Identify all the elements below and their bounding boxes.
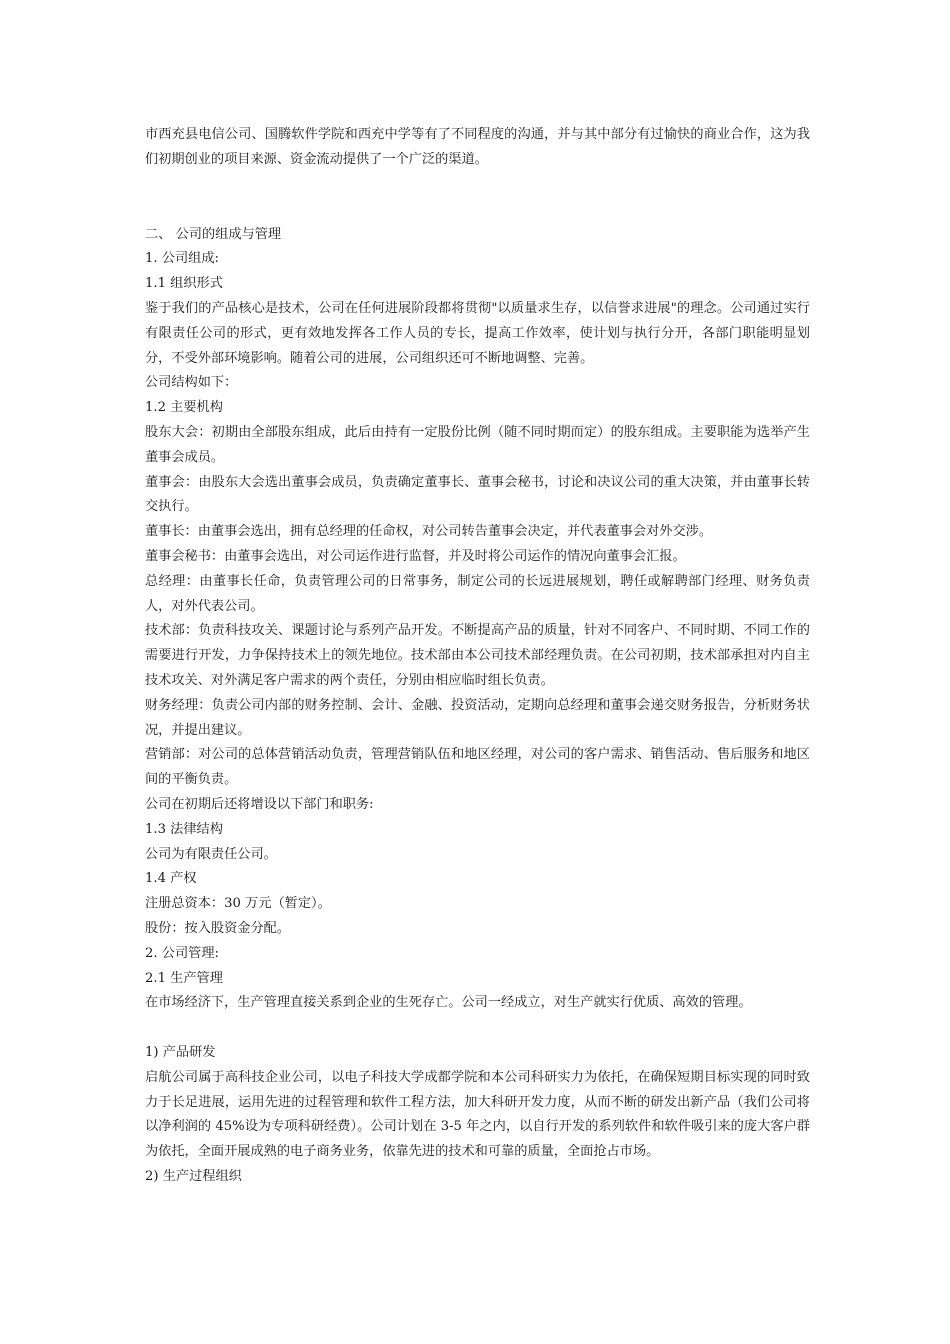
heading-1-3: 1.3 法律结构 xyxy=(145,821,223,837)
future-depts-paragraph: 公司在初期后还将增设以下部门和职务: xyxy=(145,796,374,812)
intro-paragraph: 市西充县电信公司、国腾软件学院和西充中学等有了不同程度的沟通，并与其中部分有过愉快的商业合作，这为我们初期创业的项目来源、资金流动提供了一个广泛的渠道。 xyxy=(145,127,810,167)
structure-intro: 公司结构如下： xyxy=(145,375,238,391)
shareholders-meeting-paragraph: 股东大会：初期由全部股东组成，此后由持有一定股份比例（随不同时期而定）的股东组成。主要职能为选举产生董事会成员。 xyxy=(145,424,810,465)
section-heading-2: 二、 公司的组成与管理 xyxy=(145,226,282,242)
heading-1-4: 1.4 产权 xyxy=(145,871,197,887)
shares-paragraph: 股份：按入股资金分配。 xyxy=(145,920,291,936)
finance-manager-paragraph: 财务经理：负责公司内部的财务控制、会计、金融、投资活动，定期向总经理和董事会递交财务报告，分析财务状况，并提出建议。 xyxy=(145,697,810,738)
registered-capital-paragraph: 注册总资本：30 万元（暂定）。 xyxy=(145,896,331,912)
heading-1-1: 1.1 组织形式 xyxy=(145,276,223,292)
marketing-dept-paragraph: 营销部：对公司的总体营销活动负责，管理营销队伍和地区经理，对公司的客户需求、销售活动、售后服务和地区间的平衡负责。 xyxy=(145,747,810,788)
document-page xyxy=(145,123,810,1190)
paragraph-spacer xyxy=(145,1016,810,1041)
board-paragraph: 董事会：由股东大会选出董事会成员，负责确定董事长、董事会秘书，讨论和决议公司的重大决策，并由董事长转交执行。 xyxy=(145,474,810,515)
org-form-paragraph: 鉴于我们的产品核心是技术，公司在任何进展阶段都将贯彻"以质量求生存，以信誉求进展"的理念。公司通过实行有限责任公司的形式，更有效地发挥各工作人员的专长，提高工作效率，使计划与执行分开，各部门职能明显划分，不受外部环境影响。随着公司的进展，公司组织还可不断地调整、完善。 xyxy=(145,300,810,366)
chairman-paragraph: 董事长：由董事会选出，拥有总经理的任命权，对公司转告董事会决定，并代表董事会对外交涉。 xyxy=(145,524,713,540)
heading-2: 2. 公司管理: xyxy=(145,945,219,961)
tech-dept-paragraph: 技术部：负责科技攻关、课题讨论与系列产品开发。不断提高产品的质量，针对不同客户、不同时期、不同工作的需要进行开发，力争保持技术上的领先地位。技术部由本公司技术部经理负责。在公司初期，技术部承担对内自主技术攻关、对外满足客户需求的两个责任，分别由相应临时组长负责。 xyxy=(145,623,810,688)
heading-1-2: 1.2 主要机构 xyxy=(145,400,223,416)
product-rd-paragraph: 启航公司属于高科技企业公司，以电子科技大学成都学院和本公司科研实力为依托，在确保短期目标实现的同时致力于长足进展，运用先进的过程管理和软件工程方法，加大科研开发力度，从而不断的研发出新产品（我们公司将以净利润的 45%设为专项科研经费）。公司计划在 3-5 年之内，以自行开发的系列软件和软件吸引来的庞大客户群为依托，全面开展成熟的电子商务业务，依靠先进的技术和可靠的质量，全面抢占市场。 xyxy=(145,1069,810,1160)
general-manager-paragraph: 总经理：由董事长任命，负责管理公司的日常事务，制定公司的长远进展规划，聘任或解聘部门经理、财务负责人，对外代表公司。 xyxy=(145,573,810,614)
heading-1: 1. 公司组成: xyxy=(145,251,219,267)
production-mgmt-paragraph: 在市场经济下，生产管理直接关系到企业的生死存亡。公司一经成立，对生产就实行优质、高效的管理。 xyxy=(145,995,752,1011)
heading-product-rd: 1) 产品研发 xyxy=(145,1045,216,1061)
section-spacer xyxy=(145,173,810,223)
heading-production-process: 2) 生产过程组织 xyxy=(145,1169,242,1185)
heading-2-1: 2.1 生产管理 xyxy=(145,970,223,986)
legal-structure-paragraph: 公司为有限责任公司。 xyxy=(145,846,277,862)
board-secretary-paragraph: 董事会秘书：由董事会选出，对公司运作进行监督，并及时将公司运作的情况向董事会汇报。 xyxy=(145,548,686,564)
